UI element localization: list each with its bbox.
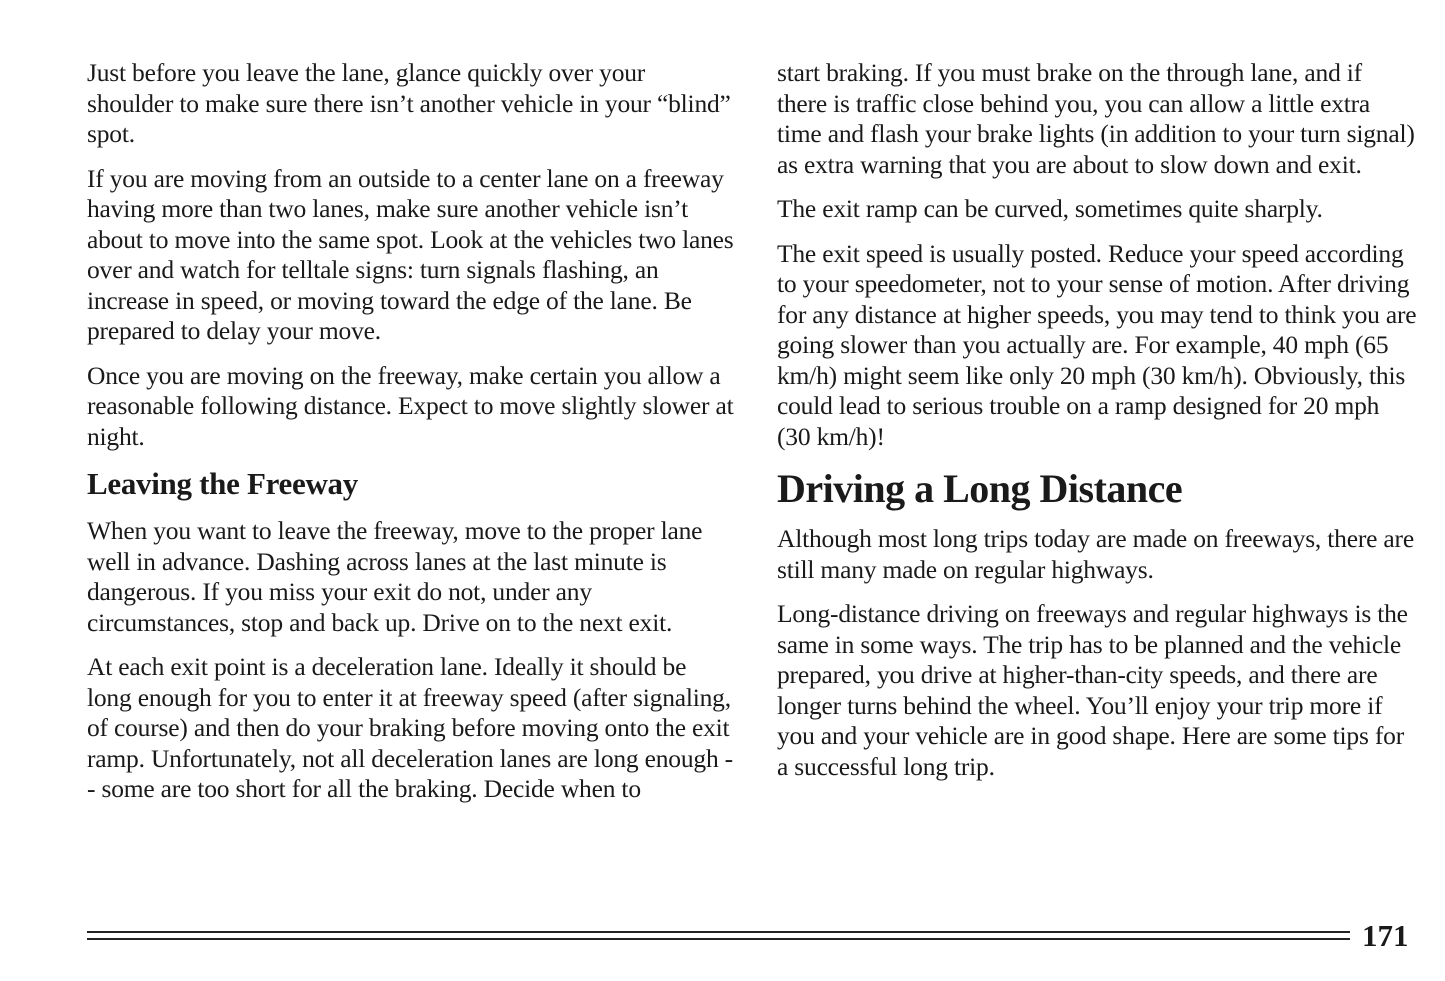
paragraph-center-lane: If you are moving from an outside to a center lane on a freeway having more than two lanes, make sure another vehicle isn’t about to move into the same spot. Look at the vehicles two lanes over and watch for telltale signs: turn signals flashing, an increase in speed, or moving toward the edge of the lane. Be prepared to delay your move. bbox=[87, 163, 734, 345]
paragraph-start-braking: start braking. If you must brake on the through lane, and if there is traffic close behind you, you can allow a little extra time and flash your brake lights (in addition to your turn signal) as extra warning that you are about to slow down and exit. bbox=[777, 58, 1415, 179]
paragraph-blind-spot: Just before you leave the lane, glance quickly over your shoulder to make sure there isn’t another vehicle in your “blind” spot. bbox=[87, 58, 731, 148]
right-column bbox=[777, 58, 1417, 796]
paragraph-leave-freeway: When you want to leave the freeway, move to the proper lane well in advance. Dashing across lanes at the last minute is dangerous. If you miss your exit do not, under any circumstances, stop and back up. Drive on to the next exit. bbox=[87, 516, 703, 637]
paragraph-exit-speed: The exit speed is usually posted. Reduce your speed according to your speedometer, not to your sense of motion. After driving for any distance at higher speeds, you may tend to think you are going slower than you actually are. For example, 40 mph (65 km/h) might seem like only 20 mph (30 km/h). Obviously, this could lead to serious trouble on a ramp designed for 20 mph (30 km/h)! bbox=[777, 238, 1417, 451]
paragraph-long-trips: Although most long trips today are made on freeways, there are still many made on regular highways. bbox=[777, 524, 1414, 584]
footer-rule bbox=[87, 931, 1350, 940]
heading-leaving-freeway: Leaving the Freeway bbox=[87, 466, 358, 501]
paragraph-following-distance: Once you are moving on the freeway, make certain you allow a reasonable following distance. Expect to move slightly slower at night. bbox=[87, 360, 734, 451]
paragraph-deceleration-lane: At each exit point is a deceleration lane. Ideally it should be long enough for you to enter it at freeway speed (after signaling, of course) and then do your braking before moving onto the exit ramp. Unfortunately, not all deceleration lanes are long enough -- some are too short for all the braking. Decide when to bbox=[87, 652, 733, 803]
heading-driving-long-distance: Driving a Long Distance bbox=[777, 466, 1183, 511]
page-number: 171 bbox=[1362, 918, 1409, 953]
paragraph-long-distance-driving: Long-distance driving on freeways and regular highways is the same in some ways. The trip has to be planned and the vehicle prepared, you drive at higher-than-city speeds, and there are longer turns behind the wheel. You’ll enjoy your trip more if you and your vehicle are in good shape. Here are some tips for a successful long trip. bbox=[777, 599, 1408, 781]
paragraph-exit-ramp-curved: The exit ramp can be curved, sometimes quite sharply. bbox=[777, 194, 1323, 223]
left-column bbox=[87, 58, 735, 819]
